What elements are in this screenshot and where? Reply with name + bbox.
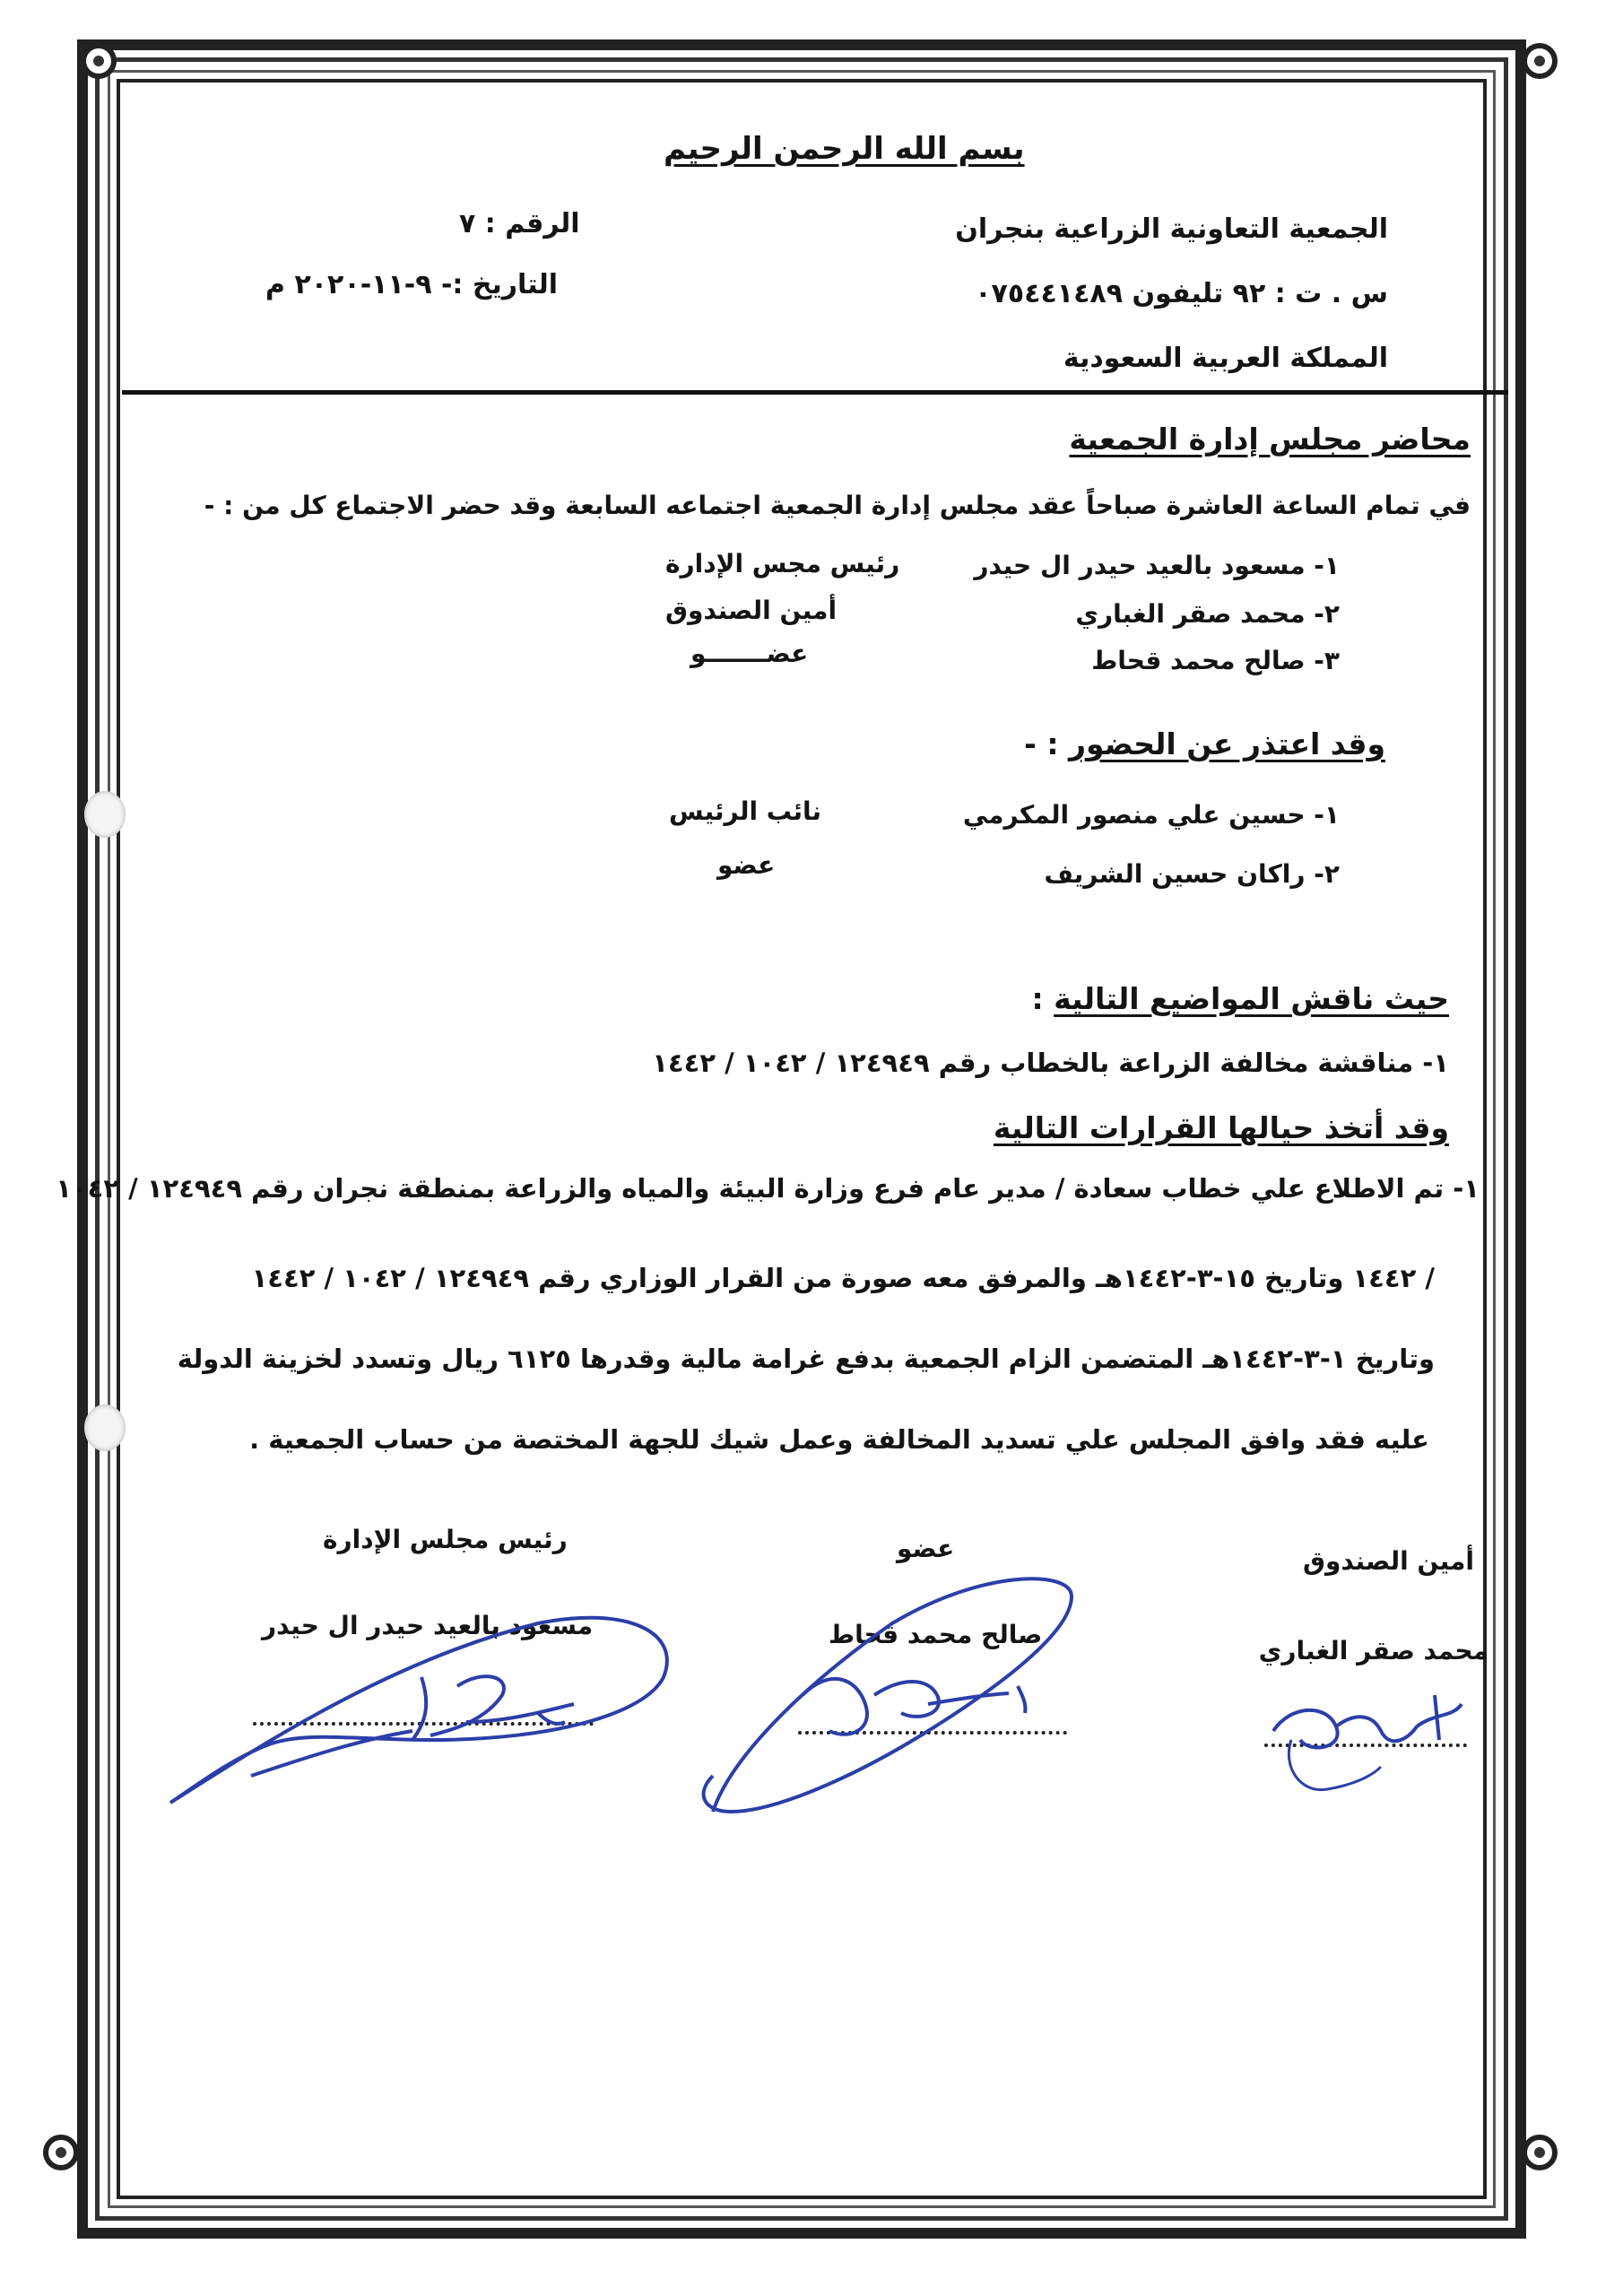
attendee-role: عضـــــــو xyxy=(690,639,809,668)
absentee-role: عضو xyxy=(717,850,776,880)
document-number: الرقم : ٧ xyxy=(459,208,580,239)
chairman-name: مسعود بالعيد حيدر ال حيدر xyxy=(262,1611,594,1640)
chairman-role: رئيس مجلس الإدارة xyxy=(323,1525,568,1554)
corner-ornament-icon xyxy=(43,2135,79,2170)
absent-suffix: : - xyxy=(1024,726,1059,761)
decision-line: وتاريخ ١-٣-١٤٤٢هـ المتضمن الزام الجمعية بدفع غرامة مالية وقدرها ٦١٢٥ ريال وتسدد لخزينة الدولة xyxy=(177,1344,1435,1374)
minutes-title: محاضر مجلس إدارة الجمعية xyxy=(1069,422,1471,457)
chairman-signature-icon xyxy=(161,1587,699,1821)
country-name: المملكة العربية السعودية xyxy=(1063,343,1388,374)
basmala-heading: بسم الله الرحمن الرحيم xyxy=(664,131,1025,167)
treasurer-signature-icon xyxy=(1255,1677,1488,1803)
treasurer-name: محمد صقر الغباري xyxy=(1258,1636,1488,1665)
document-date: التاريخ :- ٩-١١-٢٠٢٠ م xyxy=(265,269,559,300)
absent-title: وقد اعتذر عن الحضور xyxy=(1069,726,1385,761)
decision-line: ١- تم الاطلاع علي خطاب سعادة / مدير عام فرع وزارة البيئة والمياه والزراعة بمنطقة نجران رقم ١٢٤٩٤٩ / ١٠٤٢ xyxy=(56,1173,1480,1204)
org-name: الجمعية التعاونية الزراعية بنجران xyxy=(955,213,1388,245)
absentee-role: نائب الرئيس xyxy=(669,796,821,826)
attendee-name: ٣- صالح محمد قحاط xyxy=(1091,646,1340,675)
absent-heading xyxy=(1024,726,1385,761)
punch-hole xyxy=(84,1405,126,1451)
corner-ornament-icon xyxy=(1522,2135,1558,2170)
member-signature-icon xyxy=(695,1561,1107,1830)
intro-text: في تمام الساعة العاشرة صباحاً عقد مجلس إدارة الجمعية اجتماعه السابعة وقد حضر الاجتماع كل من : - xyxy=(204,491,1471,520)
absentee-name: ١- حسين علي منصور المكرمي xyxy=(962,800,1340,830)
decision-line: عليه فقد وافق المجلس علي تسديد المخالفة وعمل شيك للجهة المختصة من حساب الجمعية . xyxy=(249,1424,1429,1455)
absentee-name: ٢- راكان حسين الشريف xyxy=(1044,859,1340,889)
corner-ornament-icon xyxy=(81,43,117,79)
topic-item: ١- مناقشة مخالفة الزراعة بالخطاب رقم ١٢٤٩٤٩ / ١٠٤٢ / ١٤٤٢ xyxy=(652,1048,1449,1078)
attendee-role: رئيس مجس الإدارة xyxy=(665,549,900,578)
treasurer-role: أمين الصندوق xyxy=(1302,1546,1474,1576)
po-box-phone: س . ت : ٩٢ تليفون ٠٧٥٤٤١٤٨٩ xyxy=(975,278,1388,309)
punch-hole xyxy=(84,791,126,838)
attendee-role: أمين الصندوق xyxy=(665,596,838,625)
member-role: عضو xyxy=(897,1534,955,1563)
topics-heading xyxy=(1031,981,1449,1016)
decision-line: / ١٤٤٢ وتاريخ ١٥-٣-١٤٤٢هـ والمرفق معه صورة من القرار الوزاري رقم ١٢٤٩٤٩ / ١٠٤٢ / ١٤٤٢ xyxy=(251,1263,1435,1293)
attendee-name: ٢- محمد صقر الغباري xyxy=(1075,599,1340,629)
attendee-name: ١- مسعود بالعيد حيدر ال حيدر xyxy=(974,551,1340,580)
corner-ornament-icon xyxy=(1522,43,1558,79)
header-divider xyxy=(122,390,1508,395)
topics-suffix: : xyxy=(1031,981,1044,1016)
member-name: صالح محمد قحاط xyxy=(829,1620,1043,1649)
topics-title: حيث ناقش المواضيع التالية xyxy=(1054,981,1449,1016)
decisions-title: وقد أتخذ حيالها القرارات التالية xyxy=(993,1110,1449,1145)
